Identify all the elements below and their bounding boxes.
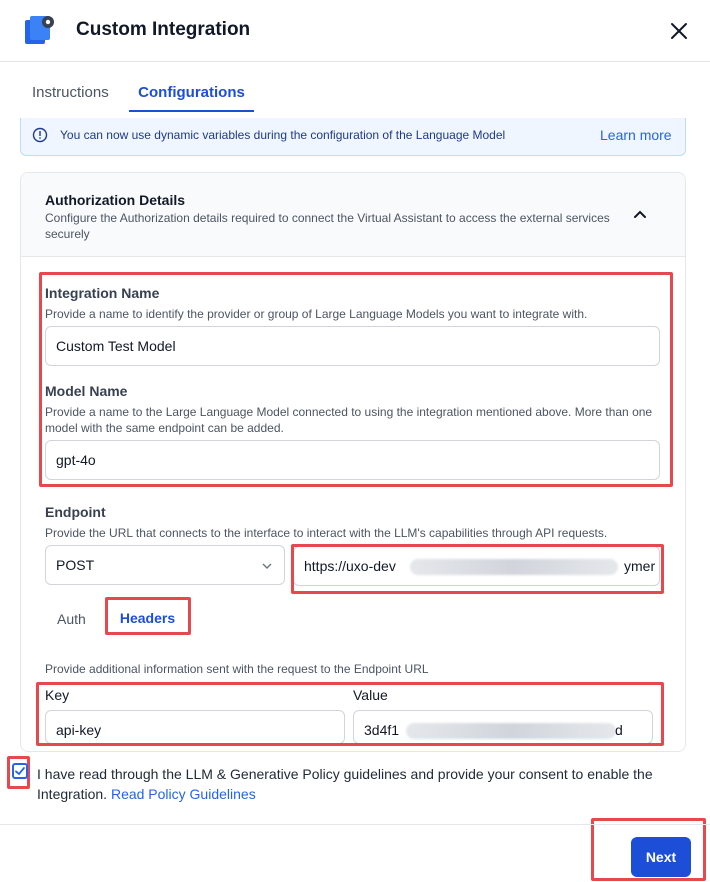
authorization-section-header[interactable] bbox=[21, 173, 685, 257]
integration-name-value: Custom Test Model bbox=[56, 338, 176, 354]
integration-name-label: Integration Name bbox=[45, 285, 160, 301]
tab-instructions[interactable]: Instructions bbox=[32, 84, 109, 101]
redacted-url-segment bbox=[410, 559, 618, 575]
info-icon bbox=[32, 127, 48, 143]
footer-divider bbox=[0, 824, 710, 825]
modal-title: Custom Integration bbox=[76, 19, 251, 40]
endpoint-url-input[interactable] bbox=[293, 546, 660, 586]
endpoint-url-suffix: ymer bbox=[624, 558, 656, 574]
header-value-suffix: d bbox=[615, 722, 623, 738]
key-label: Key bbox=[45, 687, 70, 703]
next-button[interactable]: Next bbox=[631, 837, 691, 877]
subtab-headers[interactable]: Headers bbox=[108, 600, 187, 634]
info-banner bbox=[20, 118, 686, 156]
consent-text bbox=[37, 764, 702, 804]
header-key-input[interactable] bbox=[45, 710, 345, 744]
read-policy-guidelines-link[interactable]: Read Policy Guidelines bbox=[110, 786, 256, 802]
endpoint-help: Provide the URL that connects to the interface to interact with the LLM's capabilities through API requests. bbox=[45, 526, 608, 540]
integration-name-help: Provide a name to identify the provider or group of Large Language Models you want to integrate with. bbox=[45, 307, 588, 321]
value-label: Value bbox=[353, 687, 388, 703]
banner-text: You can now use dynamic variables during the configuration of the Language Model bbox=[60, 128, 506, 142]
consent-checkbox[interactable] bbox=[12, 763, 28, 779]
consent-statement: I have read through the LLM & Generative Policy guidelines and provide your consent to enable the Integration. bbox=[37, 766, 653, 802]
active-tab-indicator bbox=[129, 110, 254, 112]
model-name-help: Provide a name to the Large Language Model connected to using the integration mentioned above. More than one model with the same endpoint can be added. bbox=[45, 405, 653, 435]
section-description: Configure the Authorization details required to connect the Virtual Assistant to access the external services securely bbox=[45, 211, 610, 241]
model-name-value: gpt-4o bbox=[56, 452, 96, 468]
endpoint-url-prefix: https://uxo-dev bbox=[304, 558, 396, 574]
learn-more-link[interactable]: Learn more bbox=[600, 127, 672, 143]
subtab-auth[interactable]: Auth bbox=[57, 611, 86, 627]
chevron-up-icon[interactable] bbox=[633, 209, 647, 219]
close-icon[interactable] bbox=[666, 18, 692, 44]
tab-bar bbox=[0, 62, 710, 114]
redacted-key-segment bbox=[406, 723, 616, 739]
integration-gear-icon bbox=[22, 12, 58, 48]
tab-configurations[interactable]: Configurations bbox=[138, 84, 245, 101]
method-value: POST bbox=[56, 557, 95, 573]
method-select[interactable] bbox=[45, 545, 285, 585]
integration-name-input[interactable] bbox=[45, 326, 660, 366]
checkmark-icon bbox=[14, 765, 26, 777]
header-key-value: api-key bbox=[56, 722, 102, 738]
header-value-prefix: 3d4f1 bbox=[364, 722, 400, 738]
section-title: Authorization Details bbox=[45, 192, 186, 208]
model-name-label: Model Name bbox=[45, 383, 128, 399]
model-name-input[interactable] bbox=[45, 440, 660, 480]
modal-header bbox=[0, 0, 710, 62]
header-value-input[interactable] bbox=[353, 710, 653, 744]
endpoint-label: Endpoint bbox=[45, 504, 106, 520]
headers-help: Provide additional information sent with the request to the Endpoint URL bbox=[45, 662, 429, 676]
chevron-down-icon bbox=[262, 562, 272, 570]
